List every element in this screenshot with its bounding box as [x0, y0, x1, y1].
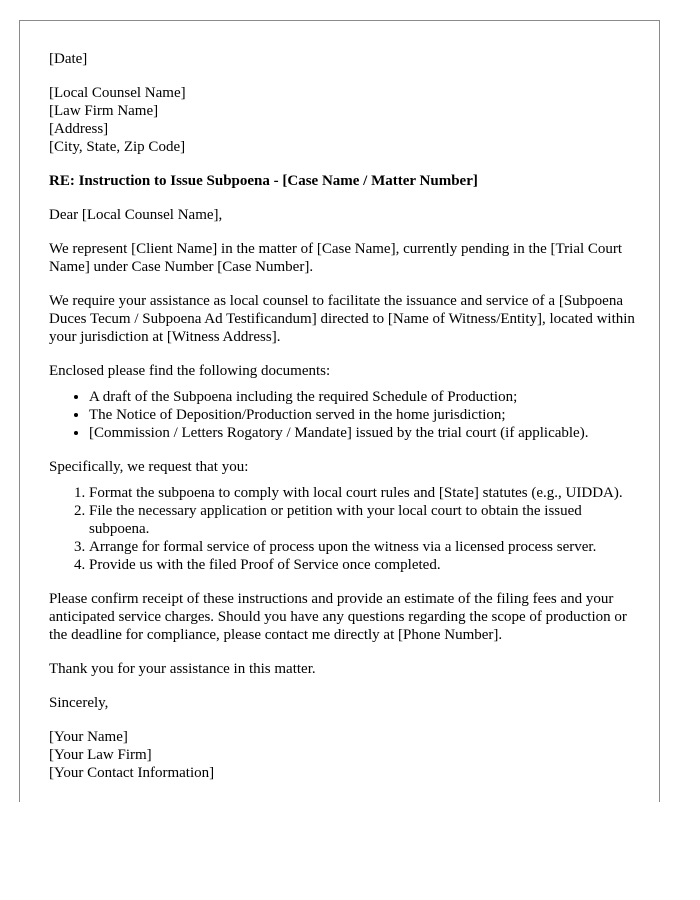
signature-block	[49, 728, 639, 782]
recipient-block	[49, 84, 639, 156]
letter-date: [Date]	[49, 51, 88, 67]
recipient-address: [Address]	[49, 121, 109, 137]
list-item: 2. File the necessary application or petition with your local court to obtain the issued subpoena.	[89, 502, 639, 538]
subject-line: RE: Instruction to Issue Subpoena - [Case Name / Matter Number]	[49, 173, 478, 189]
list-item: • A draft of the Subpoena including the required Schedule of Production;	[89, 388, 639, 406]
signer-firm: [Your Law Firm]	[49, 747, 152, 763]
paragraph-assistance: We require your assistance as local counsel to facilitate the issuance and service of a [Subpoena Duces Tecum / Subpoena Ad Testificandum] directed to [Name of Witness/Entity], located within your jurisdiction at [Witness Address].	[49, 293, 635, 345]
letter-page	[19, 20, 660, 802]
list-item: 1. Format the subpoena to comply with local court rules and [State] statutes (e.g., UIDDA).	[89, 484, 639, 502]
recipient-name: [Local Counsel Name]	[49, 85, 186, 101]
list-item: • [Commission / Letters Rogatory / Mandate] issued by the trial court (if applicable).	[89, 424, 639, 442]
enclosures-intro: Enclosed please find the following documents:	[49, 363, 331, 379]
requests-intro: Specifically, we request that you:	[49, 459, 249, 475]
letter-body	[49, 50, 639, 798]
recipient-firm: [Law Firm Name]	[49, 103, 159, 119]
closing: Sincerely,	[49, 695, 109, 711]
signer-name: [Your Name]	[49, 729, 128, 745]
requests-list	[49, 484, 639, 574]
enclosures-list	[49, 388, 639, 442]
thanks-line: Thank you for your assistance in this matter.	[49, 661, 316, 677]
paragraph-confirmation: Please confirm receipt of these instructions and provide an estimate of the filing fees and your anticipated service charges. Should you have any questions regarding the scope of production or the deadline for compliance, please contact me directly at [Phone Number].	[49, 591, 627, 643]
salutation: Dear [Local Counsel Name],	[49, 207, 223, 223]
signer-contact: [Your Contact Information]	[49, 765, 215, 781]
list-item: 4. Provide us with the filed Proof of Service once completed.	[89, 556, 639, 574]
list-item: 3. Arrange for formal service of process upon the witness via a licensed process server.	[89, 538, 639, 556]
recipient-city-state-zip: [City, State, Zip Code]	[49, 139, 186, 155]
list-item: • The Notice of Deposition/Production served in the home jurisdiction;	[89, 406, 639, 424]
paragraph-representation: We represent [Client Name] in the matter of [Case Name], currently pending in the [Trial Court Name] under Case Number [Case Number].	[49, 241, 623, 275]
